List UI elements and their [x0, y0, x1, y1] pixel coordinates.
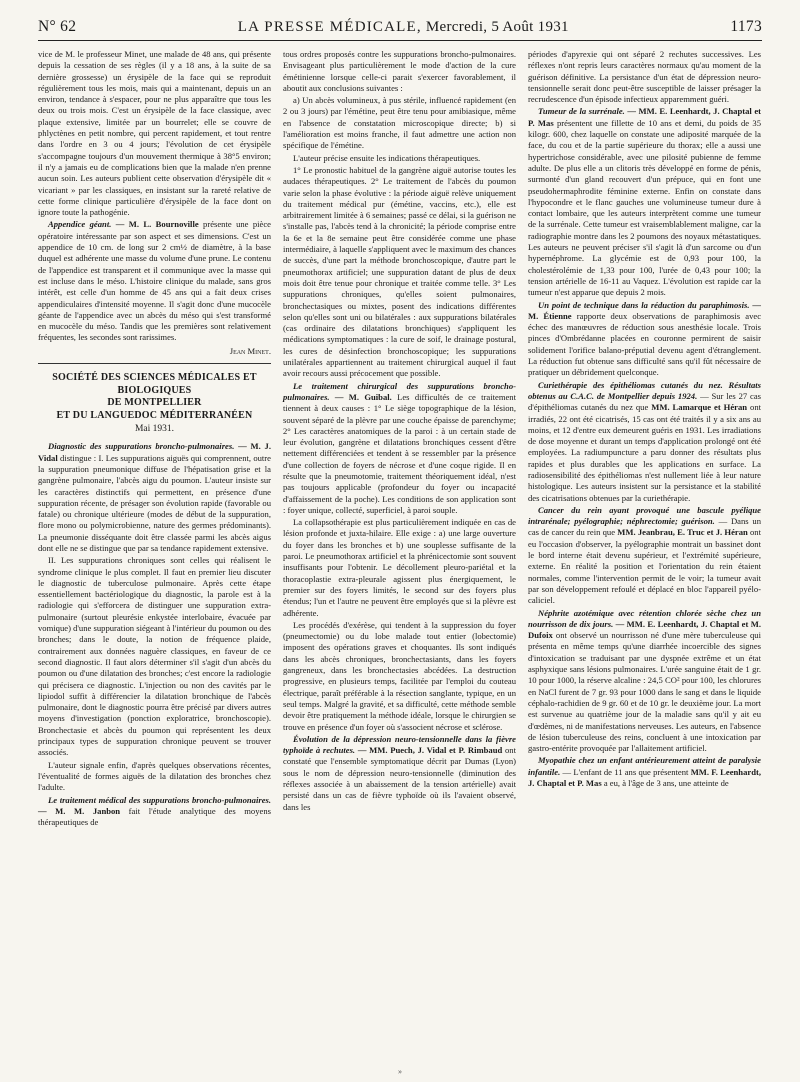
issue-date: Mercredi, 5 Août 1931 — [425, 19, 569, 35]
author: — M. J. Vidal — [38, 441, 271, 463]
paragraph-myopathie: Myopathie chez un enfant antérieurement atteint de paralysie infantile. — L'enfant de 11 ans que présentent MM. F. Leenhardt, J. Chaptal et P. Mas a eu, à l'âge de 3 ans, une atteinte de — [528, 755, 761, 788]
article-title: Tumeur de la surrénale. — [538, 106, 625, 117]
society-heading: SOCIÉTÉ DES SCIENCES MÉDICALES ET BIOLOGIQUES DE MONTPELLIER ET DU LANGUEDOC MÉDITERRANÉEN — [38, 363, 271, 422]
author: — M. Guibal. — [334, 391, 392, 402]
article-title: Néphrite azotémique avec rétention chlorée sèche chez un nourrisson de dix jours. — [528, 607, 761, 629]
article-title: Le traitement chirurgical des suppurations broncho-pulmonaires. — [283, 380, 516, 402]
article-title: Curiethérapie des épithéliomas cutanés du nez. Résultats obtenus au C.A.C. de Montpellier depuis 1924. — [528, 379, 761, 401]
author: — MM. Puech, J. Vidal et P. Rimbaud — [357, 745, 503, 756]
issue-number: N° 62 — [38, 18, 77, 35]
column-3 — [528, 49, 761, 829]
paragraph-paraphimosis: Un point de technique dans la réduction du paraphimosis. — M. Étienne rapporte deux observations de paraphimosis avec échec des manœuvres de réduction sous anesthésie locale. Trois pinces d'Ombrédanne placées en couronne permirent de saisir solidement l'orifice balano-préputial devenu agent d'étranglement. La réduction fut obtenue sans difficulté sans qu'il fût nécessaire de pratiquer un débridement quelconque. — [528, 299, 762, 378]
paragraph-chirurgical: Le traitement chirurgical des suppurations broncho-pulmonaires. — M. Guibal. Les difficultés de ce traitement tiennent à deux causes : 1° Le siège topographique de la lésion, souvent séparé de la plèvre par une couche épaisse de parenchyme; 2° Les caractères anatomiques de la paroi : à un certain stade de leur évolution, gangrène et dilatations bronchiques cessent d'être nettement différenciées et tendent à se ressembler par la présence d'une collection de foyers de nécrose et d'une coque rigide. Il en résulte que la pneumotomie, traitement théoriquement idéal, n'est pas toujours applicable (profondeur du foyer ou incapacité d'affaissement de la poche). Les conditions de son application sont : foyer unique, collecté, superficiel, à paroi souple. — [283, 380, 516, 515]
signature: Jean Minet. — [229, 345, 271, 356]
paragraph: tous ordres proposés contre les suppurations broncho-pulmonaires. Envisageant plus particulièrement le mode d'action de la cure émétinienne lorsque celle-ci parait s'exercer favorablement, il aboutit aux conclusions suivantes : — [283, 49, 516, 93]
column-2 — [283, 49, 516, 829]
paragraph: périodes d'apyrexie qui ont séparé 2 rechutes successives. Les réflexes n'ont repris leurs caractères normaux qu'au moment de la guérison définitive. La persistance d'un état de dépression neuro-tensionnelle serait donc peut-être susceptible de laisser présager la recrudescence d'un épisode infectieux apparemment guéri. — [528, 49, 761, 105]
author: — M. M. Janbon — [38, 805, 121, 816]
paragraph-evolution: Évolution de la dépression neuro-tensionnelle dans la fièvre typhoïde à rechutes. — MM. Puech, J. Vidal et P. Rimbaud ont constaté que l'ensemble symptomatique décrit par Dumas (Lyon) sous le nom de dépression neuro-tensionnelle (diminution des réflexes associée à un abaissement de la tension artérielle) avait persisté dans un cas de fièvre typhoïde où ils l'avaient observé, dans les — [283, 733, 516, 812]
paragraph-tumeur: Tumeur de la surrénale. — MM. E. Leenhardt, J. Chaptal et P. Mas présentent une fillette de 10 ans et demi, du poids de 35 kilogr. 600, chez laquelle on constate une adiposité marquée de la face, du cou et de la partie supérieure du thorax; elle a aussi une hypertrichose considérable, avec une pilosité pubienne de femme adulte. De plus elle a un clitoris très développé en forme de pénis, surmonté d'un gland recouvert d'un prépuce, qui en font une pseudohermaphrodite féminine externe. Enfin on constate dans l'hypocondre et le flanc gauches une volumineuse tumeur dure à contact lombaire, que les auteurs interprètent comme une tumeur de la surrénale. Cette tumeur est vraisemblablement maligne, car la radiographie montre dans les 2 poumons des noyaux métastatiques. Les auteurs ne peuvent préciser s'il s'agit là d'un sarcome ou d'un hypernéphrome. La glycémie est de 0,93 pour 100, la cholestérolémie de 1,33 pour 100, l'urée de 0,43 pour 100; la tension artérielle de 16-11 au Vaquez. L'évolution est rapide car la tumeur n'est apparue que depuis 2 mois. — [528, 106, 761, 298]
article-title: Cancer du rein ayant provoqué une bascule pyélique intrarénale; pyélographie; néphrectomie; guérison. — [528, 504, 761, 527]
column-1 — [38, 49, 271, 829]
author: — MM. E. Leenhardt, J. Chaptal et M. Dufoix — [528, 618, 761, 641]
paragraph: a) Un abcès volumineux, à pus stérile, influencé rapidement (en 2 ou 3 jours) par l'émétine, peut être tenu pour amibiasique, même en l'absence de constatation microscopique directe; b) si l'amélioration est moins franche, il faut admettre une action non spécifique de l'émétine. — [283, 95, 516, 151]
paragraph-cancer: Cancer du rein ayant provoqué une bascule pyélique intrarénale; pyélographie; néphrectomie; guérison. — Dans un cas de cancer du rein que MM. Jeanbrau, E. Truc et J. Héran ont eu l'occasion d'observer, la pyélographie montrait un bassinet dont le bord interne était devenu supérieur, et l'extrémité supérieure, externe. En réalité la position et l'orientation du rein étaient normales, comme l'intervention permit de le voir; la tumeur avait par son développement refoulé et déplacé en bloc l'appareil pyélo-caliciel. — [528, 504, 761, 606]
author: — MM. E. Leenhardt, J. Chaptal et P. Mas — [528, 106, 761, 128]
paragraph-nephrite: Néphrite azotémique avec rétention chlorée sèche chez un nourrisson de dix jours. — MM. E. Leenhardt, J. Chaptal et M. Dufoix ont observé un nourrisson né d'une mère tuberculeuse qui présenta en même temps qu'une diarrhée incoercible des signes d'intoxication se traduisant par une dyspnée extrême et un état asphyxique sans lésions pulmonaires. L'urée sanguine était de 1 gr. 10 pour 1000, la réserve alcaline : 24,5 CO² pour 100, les chlorures en NaCl furent de 7 gr. 93 pour 1000 dans le sang et dans le liquide céphalo-rachidien de 9 gr. 60 et de 10 gr. le deuxième jour. La mort est survenue au quatrième jour de la maladie sans qu'il y ait eu d'œdèmes, ni de manifestations nerveuses. Les auteurs, en l'absence de lésion tuberculeuse des reins, concluent à une intoxication par gastro-entérite provoquée par l'allaitement artificiel. — [528, 607, 761, 754]
article-title: Myopathie chez un enfant antérieurement atteint de paralysie infantile. — [528, 755, 761, 777]
society-date: Mai 1931. — [134, 424, 175, 435]
paragraph-diagnostic: Diagnostic des suppurations broncho-pulmonaires. — M. J. Vidal distingue : I. Les suppurations aiguës qui comprennent, outre la suppuration pneumonique diffuse de l'hépatisation grise et la gangrène pulmonaire, l'abcès aigu du poumon. L'auteur insiste sur les caractères distinctifs qui permettent, en présence d'une suppuration récente, de présager son évolution rapide (favorable ou fatale) ou chronique ultérieure (modes de début de la suppuration, flore mono ou polymicrobienne, nature des germes prédominants). La pneumonie disséquante doit être classée parmi les abcès aigus dont elle ne se distingue que par sa tendance rapidement extensive. — [38, 441, 271, 553]
columns — [38, 49, 762, 829]
journal-title: LA PRESSE MÉDICALE, — [237, 19, 422, 35]
page-header — [38, 18, 762, 41]
paragraph-traitement: Le traitement médical des suppurations broncho-pulmonaires. — M. M. Janbon fait l'étude analytique des moyens thérapeutiques de — [38, 794, 271, 828]
paragraph-curietherapie: Curiethérapie des épithéliomas cutanés du nez. Résultats obtenus au C.A.C. de Montpellier depuis 1924. — Sur les 27 cas d'épithéliomas cutanés du nez que MM. Lamarque et Héran ont irradiés, 22 ont été cicatrisés, 15 cas ont été traités il y a six ans au moins, et 12 d'entre eux demeurent guéris en 1931. Les irradiations de dose moyenne et durant un temps d'application prolongé ont été employées. La radiumpuncture a paru donner des résultats plus rapides et plus durables que les applications en surface. La radiosensibilité des épithéliomas n'est nullement liée à leur nature histologique. Les auteurs insistent sur la persistance et la stabilité des cicatrisations obtenues par la curiethérapie. — [528, 379, 761, 503]
article-title: Évolution de la dépression neuro-tensionnelle dans la fièvre typhoïde à rechutes. — [283, 733, 516, 756]
author: MM. F. Leenhardt, J. Chaptal et P. Mas — [528, 766, 761, 788]
masthead — [238, 19, 569, 36]
author: MM. Lamarque et Héran — [651, 402, 748, 413]
article-title: Le traitement médical des suppurations broncho-pulmonaires. — [48, 794, 271, 805]
article-title: Appendice géant. — [48, 219, 112, 230]
paragraph: La collapsothérapie est plus particulièrement indiquée en cas de lésion profonde et juxta-hilaire. Elle exige : a) une large ouverture du foyer dans les bronches et b) une souplesse suffisante de la paroi. Le pneumothorax artificiel et la phrénicectomie sont souvent insuffisants pour l'obtenir. Le décollement pleuro-pariétal et la thoracoplastie extra-pleurale agissent plus énergiquement, le premier sur des foyers limités, le second sur des foyers plus étendus; l'un et l'autre ne peuvent être employés que si la plèvre est adhérente. — [283, 517, 516, 618]
author: MM. Jeanbrau, E. Truc et J. Héran — [617, 527, 748, 538]
page-footer-mark: » — [398, 1067, 402, 1076]
paragraph: L'auteur signale enfin, d'après quelques observations récentes, l'éventualité de formes aiguës de la dilatation des bronches chez l'adulte. — [38, 759, 271, 793]
paragraph: L'auteur précise ensuite les indications thérapeutiques. — [293, 152, 481, 163]
author: — M. Étienne — [528, 299, 761, 321]
paragraph: vice de M. le professeur Minet, une malade de 48 ans, qui présente depuis la cessation de ses règles (il y a 18 ans, à la suite de sa dernière grossesse) un érysipèle de la face qui se reproduit régulièrement tous les mois, mais qui a maintenant, depuis un an environ, tendance à s'espacer, pour ne plus apparaître que tous les deux ou trois mois. C'est un érysipèle de la face classique, avec plaque extensive, limitée par un bourrelet; elle se couvre de phlyctènes en petit nombre, qui percent rapidement, et tout rentre dans l'ordre en 3 ou 4 jours; l'évolution de cet érysipèle s'accompagne toujours d'un mouvement thermique à 38°5 environ; il n'y a jamais eu de complications bien que la malade n'en prenne aucun soin. Les auteurs publient cette observation d'érysipèle dit « vicariant » par les classiques, en insistant sur la rareté relative de cette forme clinique particulière d'érysipèle de la face dont on ignore toute la pathogénie. — [38, 49, 271, 218]
author: — M. L. Bournoville — [115, 219, 199, 230]
article-title: Diagnostic des suppurations broncho-pulmonaires. — [48, 441, 235, 452]
article-title: Un point de technique dans la réduction du paraphimosis. — [538, 299, 750, 310]
paragraph: II. Les suppurations chroniques sont celles qui réalisent le syndrome clinique le plus complet. Il faut en premier lieu discuter le diagnostic de tuberculose pulmonaire. Après cette étape essentiellement bactériologique du diagnostic, la parole est à la radiologie qui s'efforcera de distinguer une suppuration extra-pulmonaire (surtout pleurésie enkystée interlobaire, évacuée par vomique) d'une suppuration siégeant à l'intérieur du poumon ou des bronches; dans le doute, la notion de fréquence plaide, contrairement aux données naguère classiques, en faveur de ce second diagnostic. Il faut alors déterminer s'il s'agit d'un abcès du poumon ou d'une dilatation des bronches; c'est encore la radiologie qui précisera ce diagnostic. L'injection ou non des cavités par le lipiodol suffit à différencier la dilatation bronchique de l'abcès pulmonaire, dont le diagnostic pourra être précisé par divers autres moyens d'investigation (ponction exploratrice, bronchoscopie). Bronchectasie et abcès du poumon qui représentent les deux principaux types de suppuration chronique peuvent se trouver associés. — [38, 555, 271, 758]
paragraph: Les procédés d'exérèse, qui tendent à la suppression du foyer (pneumectomie) ou du lobe malade tout entier (lobectomie) imposent des opérations graves et choquantes. Ils sont indiqués dans les abcès chroniques, bronchectasiants, dans les foyers gangreneux, dans les bronchectasies abcédées. La destruction progressive, en plusieurs temps, facilitée par l'emploi du couteau électrique, paraît préférable à la résection sanglante, typique, en un seul temps. Malgré la gravité, et sa difficulté, cette méthode semble devoir être pratiquement la méthode idéale, lorsque le chirurgien se trouve en présence d'un foyer où s'associent nécrose et sclérose. — [283, 619, 516, 732]
page-number: 1173 — [730, 18, 762, 35]
paragraph-appendice: Appendice géant. — M. L. Bournoville présente une pièce opératoire intéressante par son aspect et ses dimensions. C'est un appendice de 10 cm. de long sur 2 cm½ de diamètre, à la base duquel est adhérente une masse du volume d'une prune. Le contenu de l'appendice est transparent et il communique avec la masse qui est incluse dans le méso. L'histoire clinique du malade, sans gros intérêt, est celle d'un homme de 45 ans qui a fait deux crises appendiculaires d'intensité moyenne. Il s'agit donc d'une mucocèle géante de l'appendice avec un abcès du méso qui s'est transformé en mucocèle du méso. Tandis que les premières sont relativement fréquentes, les secondes sont rarissimes. — [38, 219, 271, 343]
paragraph: 1° Le pronostic habituel de la gangrène aiguë autorise toutes les audaces thérapeutiques. 2° Le traitement de l'abcès du poumon varie selon la phase évolutive : la période aiguë relève uniquement du traitement médical pur (émétine, vaccins, etc.), elle est arbitrairement limitée à 6 semaines; passé ce délai, si la guérison ne s'installe pas, l'abcès tend à la chronicité; la période comprise entre la 6e et la 8e semaine peut être considérée comme une phase intermédiaire, à laquelle s'appliquent avec le maximum des chances de succès, d'une part la méthode bronchoscopique, d'autre part le pneumothorax artificiel; une suppuration datant de plus de deux mois doit être tenue pour chronique et traitée comme telle. 3° Les suppurations chroniques, qu'elles soient pulmonaires, bronchectasiques ou mixtes, posent des indications différentes selon qu'elles sont uni ou bilatérales : aux suppurations bilatérales (cas ordinaire des dilatations bronchiques) s'appliquent les médications symptomatiques : la cure de soif, le drainage postural, les cures de désinfection bronchoscopique; les suppurations unilatérales appartiennent au traitement chirurgical auquel il faut avoir recours aussi précocement que possible. — [283, 164, 516, 379]
